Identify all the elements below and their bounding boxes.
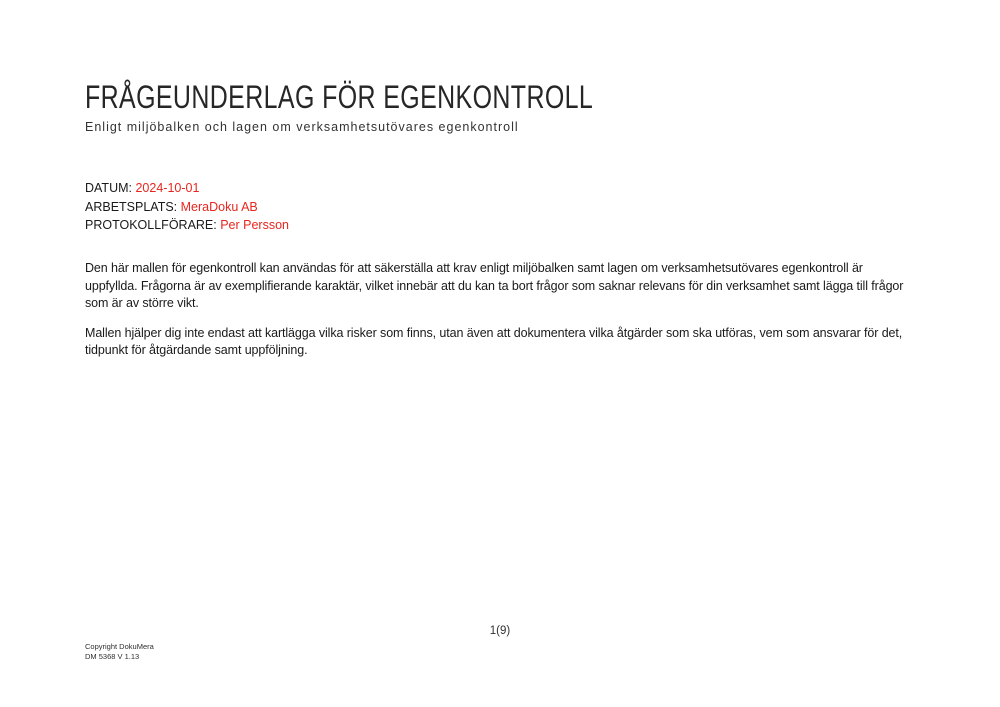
protokollforare-label: PROTOKOLLFÖRARE: — [85, 218, 221, 233]
document-subtitle: Enligt miljöbalken och lagen om verksamhetsutövares egenkontroll — [85, 120, 519, 134]
meta-row-datum — [85, 179, 289, 198]
paragraph-line: Den här mallen för egenkontroll kan användas för att säkerställa att krav enligt miljöbalken samt lagen om verksamhetsutövares egenkontroll är — [85, 261, 863, 275]
protokollforare-value: Per Persson — [220, 218, 289, 233]
paragraph-line: som är av större vikt. — [85, 296, 199, 310]
meta-row-protokollforare — [85, 216, 289, 235]
intro-paragraph-1 — [85, 260, 903, 313]
document-title: FRÅGEUNDERLAG FÖR EGENKONTROLL — [85, 79, 594, 115]
datum-label: DATUM: — [85, 181, 136, 195]
datum-value: 2024-10-01 — [135, 181, 200, 195]
arbetsplats-label: ARBETSPLATS: — [85, 199, 181, 214]
footer-copyright: Copyright DokuMera — [85, 642, 154, 651]
meta-block — [85, 179, 289, 235]
paragraph-line: Mallen hjälper dig inte endast att kartlägga vilka risker som finns, utan även att dokumentera vilka åtgärder som ska utföras, vem som ansvarar för det, — [85, 325, 903, 340]
intro-paragraph-2 — [85, 325, 902, 360]
paragraph-line: tidpunkt för åtgärdande samt uppföljning. — [85, 343, 308, 357]
page-number: 1(9) — [489, 625, 511, 637]
meta-row-arbetsplats — [85, 198, 289, 217]
arbetsplats-value: MeraDoku AB — [180, 199, 258, 214]
footer-doc-id: DM 5368 V 1.13 — [85, 652, 140, 661]
paragraph-line: uppfyllda. Frågorna är av exemplifierande karaktär, vilket innebär att du kan ta bort frågor som saknar relevans för din verksamhet samt lägga till frågor — [85, 278, 904, 293]
footer-block — [85, 642, 154, 662]
